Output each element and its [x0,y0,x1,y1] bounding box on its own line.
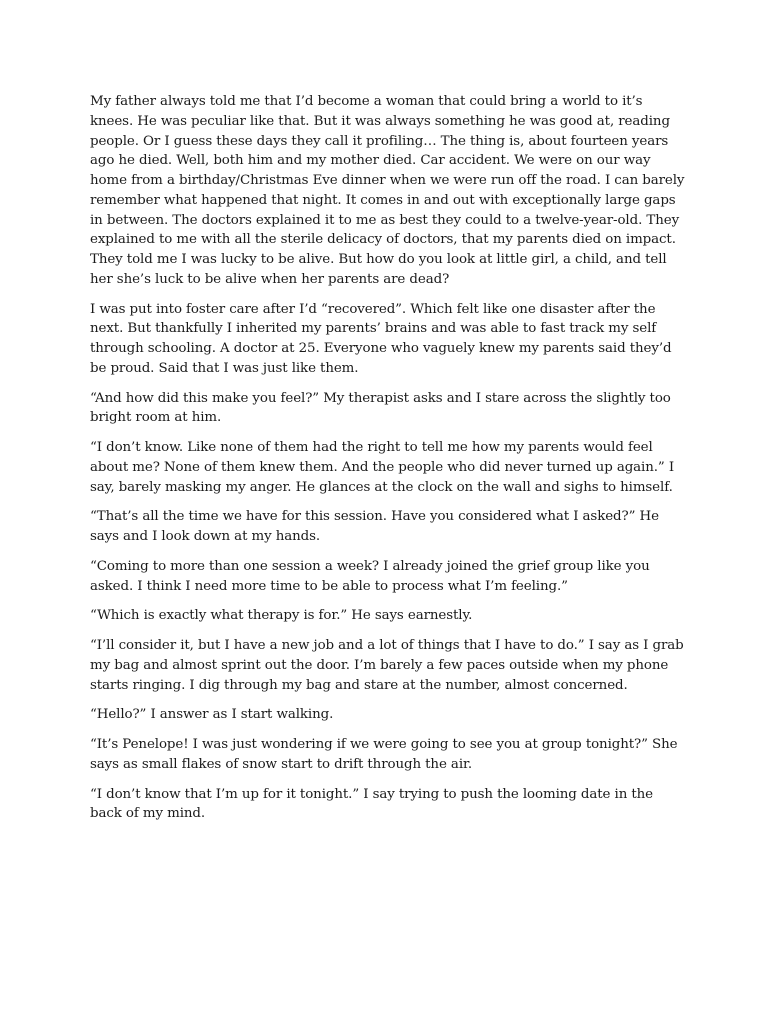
paragraph: “That’s all the time we have for this session. Have you considered what I asked?” He says and I look down at my hands. [90,509,659,544]
paragraph: “I don’t know. Like none of them had the right to tell me how my parents would feel about me? None of them knew them. And the people who did never turned up again.” I say, barely masking my anger. He glances at the clock on the wall and sighs to himself. [90,440,675,495]
paragraph: I was put into foster care after I’d “recovered”. Which felt like one disaster after the next. But thankfully I inherited my parents’ brains and was able to fast track my self through schooling. A doctor at 25. Everyone who vaguely knew my parents said they’d be proud. Said that I was just like them. [90,301,672,376]
document-body [90,92,688,834]
paragraph: “And how did this make you feel?” My therapist asks and I stare across the slightly too bright room at him. [90,390,671,426]
paragraph: “Which is exactly what therapy is for.” He says earnestly. [90,608,473,624]
paragraph: “It’s Penelope! I was just wondering if we were going to see you at group tonight?” She says as small flakes of snow start to drift through the air. [90,737,678,772]
paragraph: My father always told me that I’d become a woman that could bring a world to it’s knees. He was peculiar like that. But it was always something he was good at, reading people. Or I guess these days they call it profiling… The thing is, about fourteen years ago he died. Well, both him and my mother died. Car accident. We were on our way home from a birthday/Christmas Eve dinner when we were run off the road. I can barely remember what happened that night. It comes in and out with exceptionally large gaps in between. The doctors explained it to me as best they could to a twelve-year-old. They explained to me with all the sterile delicacy of doctors, that my parents died on impact. They told me I was lucky to be alive. But how do you look at little girl, a child, and tell her she’s luck to be alive when her parents are dead? [90,94,685,287]
paragraph: “Hello?” I answer as I start walking. [90,707,334,723]
paragraph: “I’ll consider it, but I have a new job and a lot of things that I have to do.” I say as I grab my bag and almost sprint out the door. I’m barely a few paces outside when my phone starts ringing. I dig through my bag and stare at the number, almost concerned. [90,638,684,693]
paragraph: “I don’t know that I’m up for it tonight.” I say trying to push the looming date in the back of my mind. [90,786,654,822]
paragraph: “Coming to more than one session a week? I already joined the grief group like you asked. I think I need more time to be able to process what I’m feeling.” [90,558,650,594]
